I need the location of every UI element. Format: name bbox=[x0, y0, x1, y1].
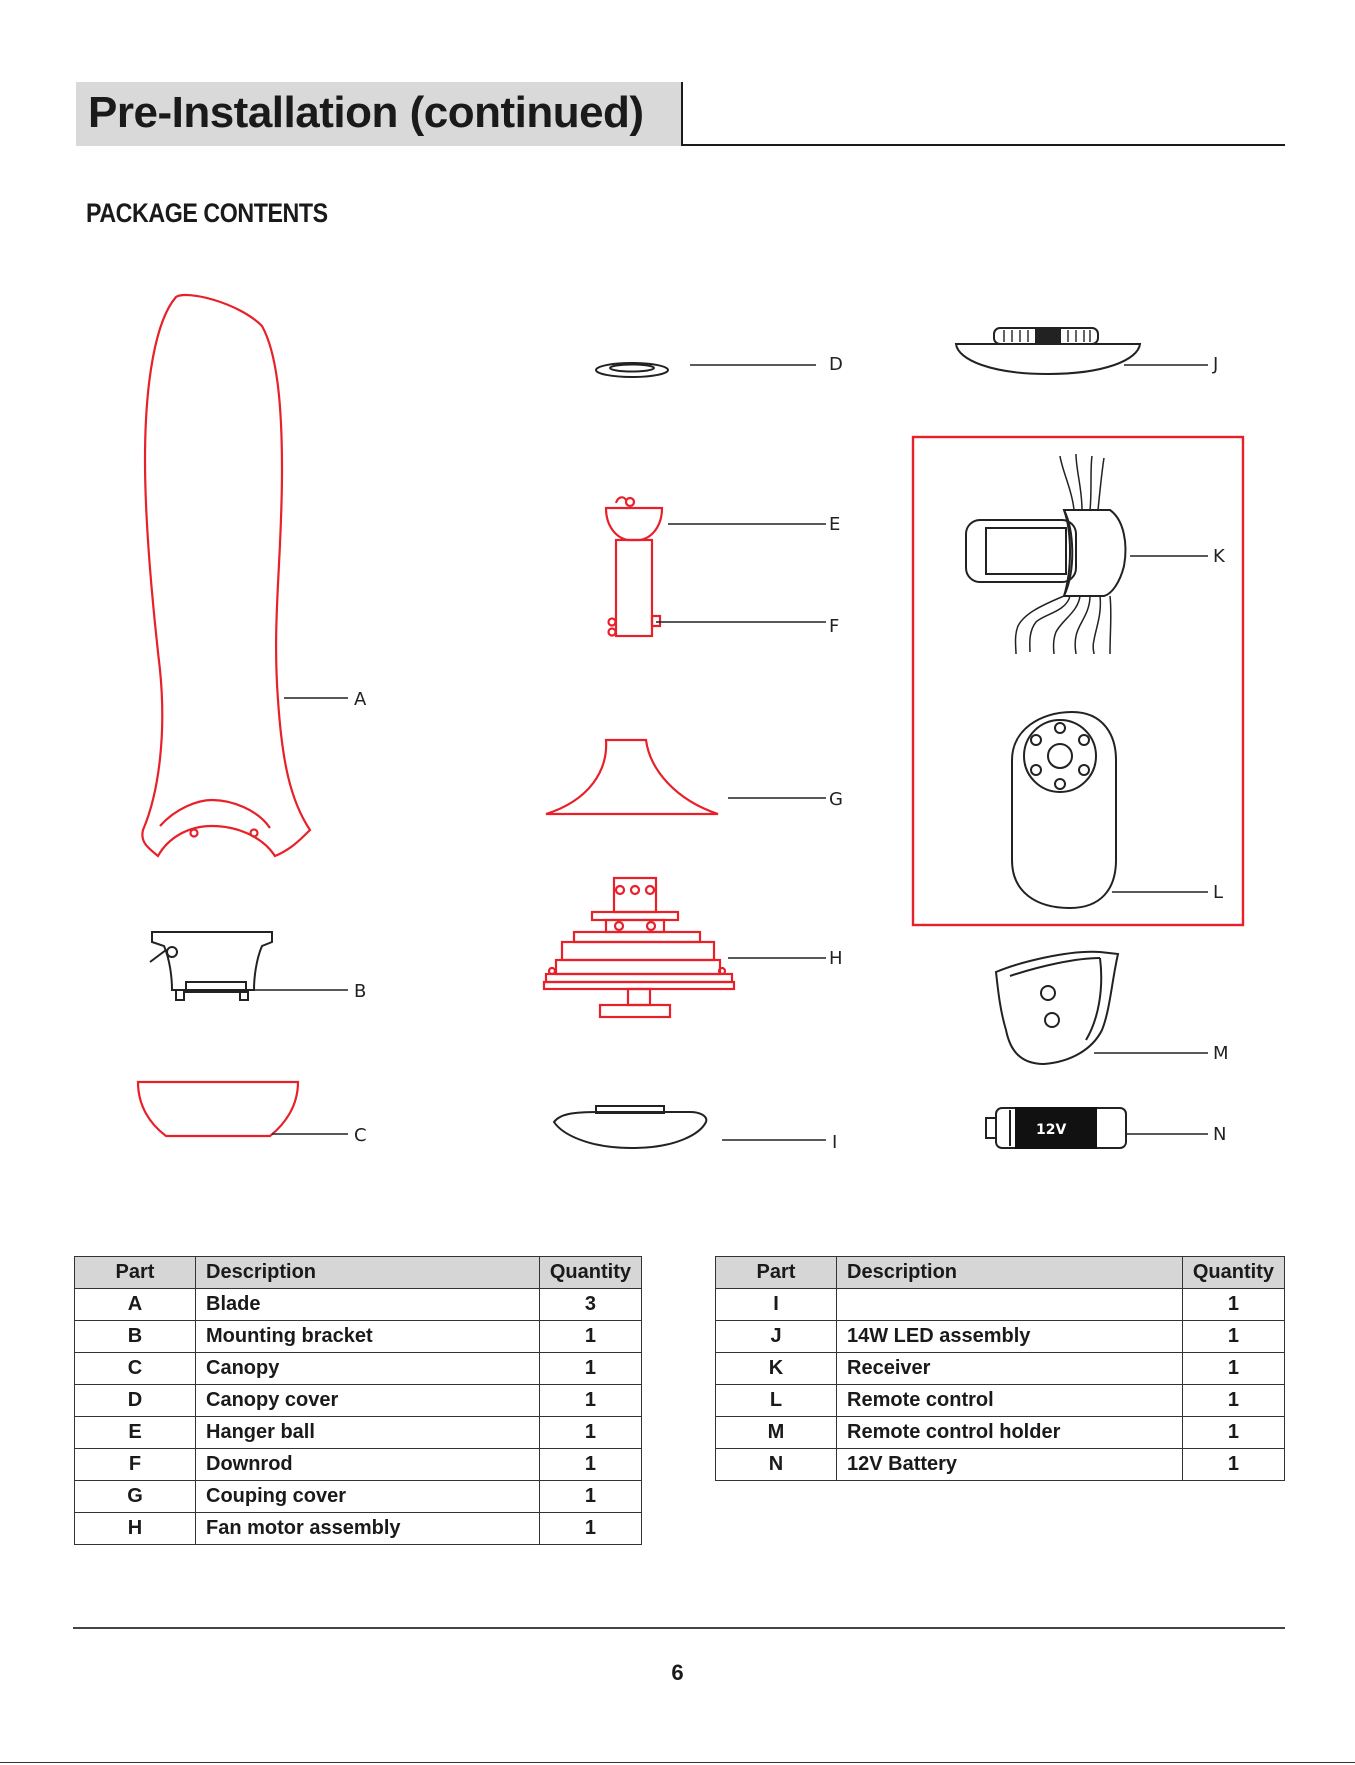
header-part: Part bbox=[716, 1257, 837, 1289]
description-cell: Hanger ball bbox=[196, 1417, 540, 1449]
callout-n: N bbox=[1213, 1124, 1227, 1145]
part-cell: E bbox=[75, 1417, 196, 1449]
description-cell: Canopy bbox=[196, 1353, 540, 1385]
quantity-cell: 1 bbox=[539, 1481, 641, 1513]
callout-l: L bbox=[1213, 882, 1224, 903]
table-row bbox=[716, 1321, 1285, 1353]
table-row bbox=[716, 1353, 1285, 1385]
coupling-cover-g-drawing bbox=[546, 740, 718, 814]
description-cell: Downrod bbox=[196, 1449, 540, 1481]
table-header-row bbox=[75, 1257, 642, 1289]
part-cell: C bbox=[75, 1353, 196, 1385]
blade-a-drawing bbox=[142, 295, 310, 856]
table-header-row bbox=[716, 1257, 1285, 1289]
light-dome-i-drawing bbox=[554, 1106, 706, 1148]
canopy-c-drawing bbox=[138, 1082, 298, 1136]
table-row bbox=[716, 1417, 1285, 1449]
part-cell: N bbox=[716, 1449, 837, 1481]
description-cell: 12V Battery bbox=[837, 1449, 1183, 1481]
page-title: Pre-Installation (continued) bbox=[88, 88, 644, 137]
table-row bbox=[75, 1417, 642, 1449]
callout-h: H bbox=[829, 948, 843, 969]
canopy-cover-d-drawing bbox=[596, 363, 668, 377]
description-cell: Mounting bracket bbox=[196, 1321, 540, 1353]
header-quantity: Quantity bbox=[539, 1257, 641, 1289]
table-row bbox=[75, 1481, 642, 1513]
callout-k: K bbox=[1213, 546, 1225, 567]
quantity-cell: 1 bbox=[1182, 1289, 1284, 1321]
callout-b: B bbox=[354, 981, 367, 1002]
footer-rule bbox=[73, 1627, 1285, 1629]
remote-holder-m-drawing bbox=[996, 952, 1118, 1064]
table-row bbox=[75, 1513, 642, 1545]
battery-label: 12V bbox=[1036, 1122, 1067, 1138]
part-cell: D bbox=[75, 1385, 196, 1417]
header-quantity: Quantity bbox=[1182, 1257, 1284, 1289]
description-cell: Fan motor assembly bbox=[196, 1513, 540, 1545]
mounting-bracket-b-drawing bbox=[150, 932, 272, 1000]
remote-control-l-drawing bbox=[1012, 712, 1116, 908]
led-assembly-j-drawing bbox=[956, 328, 1140, 374]
part-cell: H bbox=[75, 1513, 196, 1545]
quantity-cell: 1 bbox=[1182, 1449, 1284, 1481]
receiver-k-drawing bbox=[966, 454, 1125, 654]
quantity-cell: 1 bbox=[1182, 1385, 1284, 1417]
table-row bbox=[75, 1321, 642, 1353]
callout-j: J bbox=[1213, 354, 1219, 375]
header-description: Description bbox=[837, 1257, 1183, 1289]
table-row bbox=[716, 1385, 1285, 1417]
quantity-cell: 1 bbox=[539, 1321, 641, 1353]
section-title: PACKAGE CONTENTS bbox=[86, 198, 328, 228]
part-cell: J bbox=[716, 1321, 837, 1353]
quantity-cell: 1 bbox=[1182, 1353, 1284, 1385]
quantity-cell: 1 bbox=[539, 1385, 641, 1417]
callout-f: F bbox=[829, 616, 840, 637]
table-row bbox=[75, 1353, 642, 1385]
quantity-cell: 1 bbox=[539, 1449, 641, 1481]
description-cell: Couping cover bbox=[196, 1481, 540, 1513]
fan-motor-h-drawing bbox=[544, 878, 734, 1017]
part-cell: M bbox=[716, 1417, 837, 1449]
downrod-ef-drawing bbox=[606, 497, 662, 636]
part-cell: A bbox=[75, 1289, 196, 1321]
callout-g: G bbox=[829, 789, 843, 810]
quantity-cell: 1 bbox=[539, 1513, 641, 1545]
part-cell: B bbox=[75, 1321, 196, 1353]
table-row bbox=[75, 1289, 642, 1321]
description-cell bbox=[837, 1289, 1183, 1321]
callout-c: C bbox=[354, 1125, 367, 1146]
page-bottom-rule bbox=[0, 1762, 1355, 1763]
quantity-cell: 1 bbox=[539, 1353, 641, 1385]
callout-m: M bbox=[1213, 1043, 1229, 1064]
part-cell: I bbox=[716, 1289, 837, 1321]
quantity-cell: 1 bbox=[1182, 1417, 1284, 1449]
part-cell: K bbox=[716, 1353, 837, 1385]
callout-i: I bbox=[832, 1132, 838, 1153]
page-number: 6 bbox=[671, 1660, 684, 1685]
parts-table-left bbox=[74, 1256, 642, 1545]
part-cell: F bbox=[75, 1449, 196, 1481]
table-row bbox=[716, 1449, 1285, 1481]
callout-d: D bbox=[829, 354, 843, 375]
callout-e: E bbox=[829, 514, 841, 535]
description-cell: 14W LED assembly bbox=[837, 1321, 1183, 1353]
header-part: Part bbox=[75, 1257, 196, 1289]
description-cell: Blade bbox=[196, 1289, 540, 1321]
parts-table-right bbox=[715, 1256, 1285, 1481]
description-cell: Remote control holder bbox=[837, 1417, 1183, 1449]
description-cell: Receiver bbox=[837, 1353, 1183, 1385]
table-row bbox=[75, 1449, 642, 1481]
description-cell: Canopy cover bbox=[196, 1385, 540, 1417]
description-cell: Remote control bbox=[837, 1385, 1183, 1417]
quantity-cell: 1 bbox=[539, 1417, 641, 1449]
table-row bbox=[75, 1385, 642, 1417]
table-row bbox=[716, 1289, 1285, 1321]
callout-a: A bbox=[354, 689, 367, 710]
header-description: Description bbox=[196, 1257, 540, 1289]
quantity-cell: 1 bbox=[1182, 1321, 1284, 1353]
part-cell: G bbox=[75, 1481, 196, 1513]
part-cell: L bbox=[716, 1385, 837, 1417]
quantity-cell: 3 bbox=[539, 1289, 641, 1321]
